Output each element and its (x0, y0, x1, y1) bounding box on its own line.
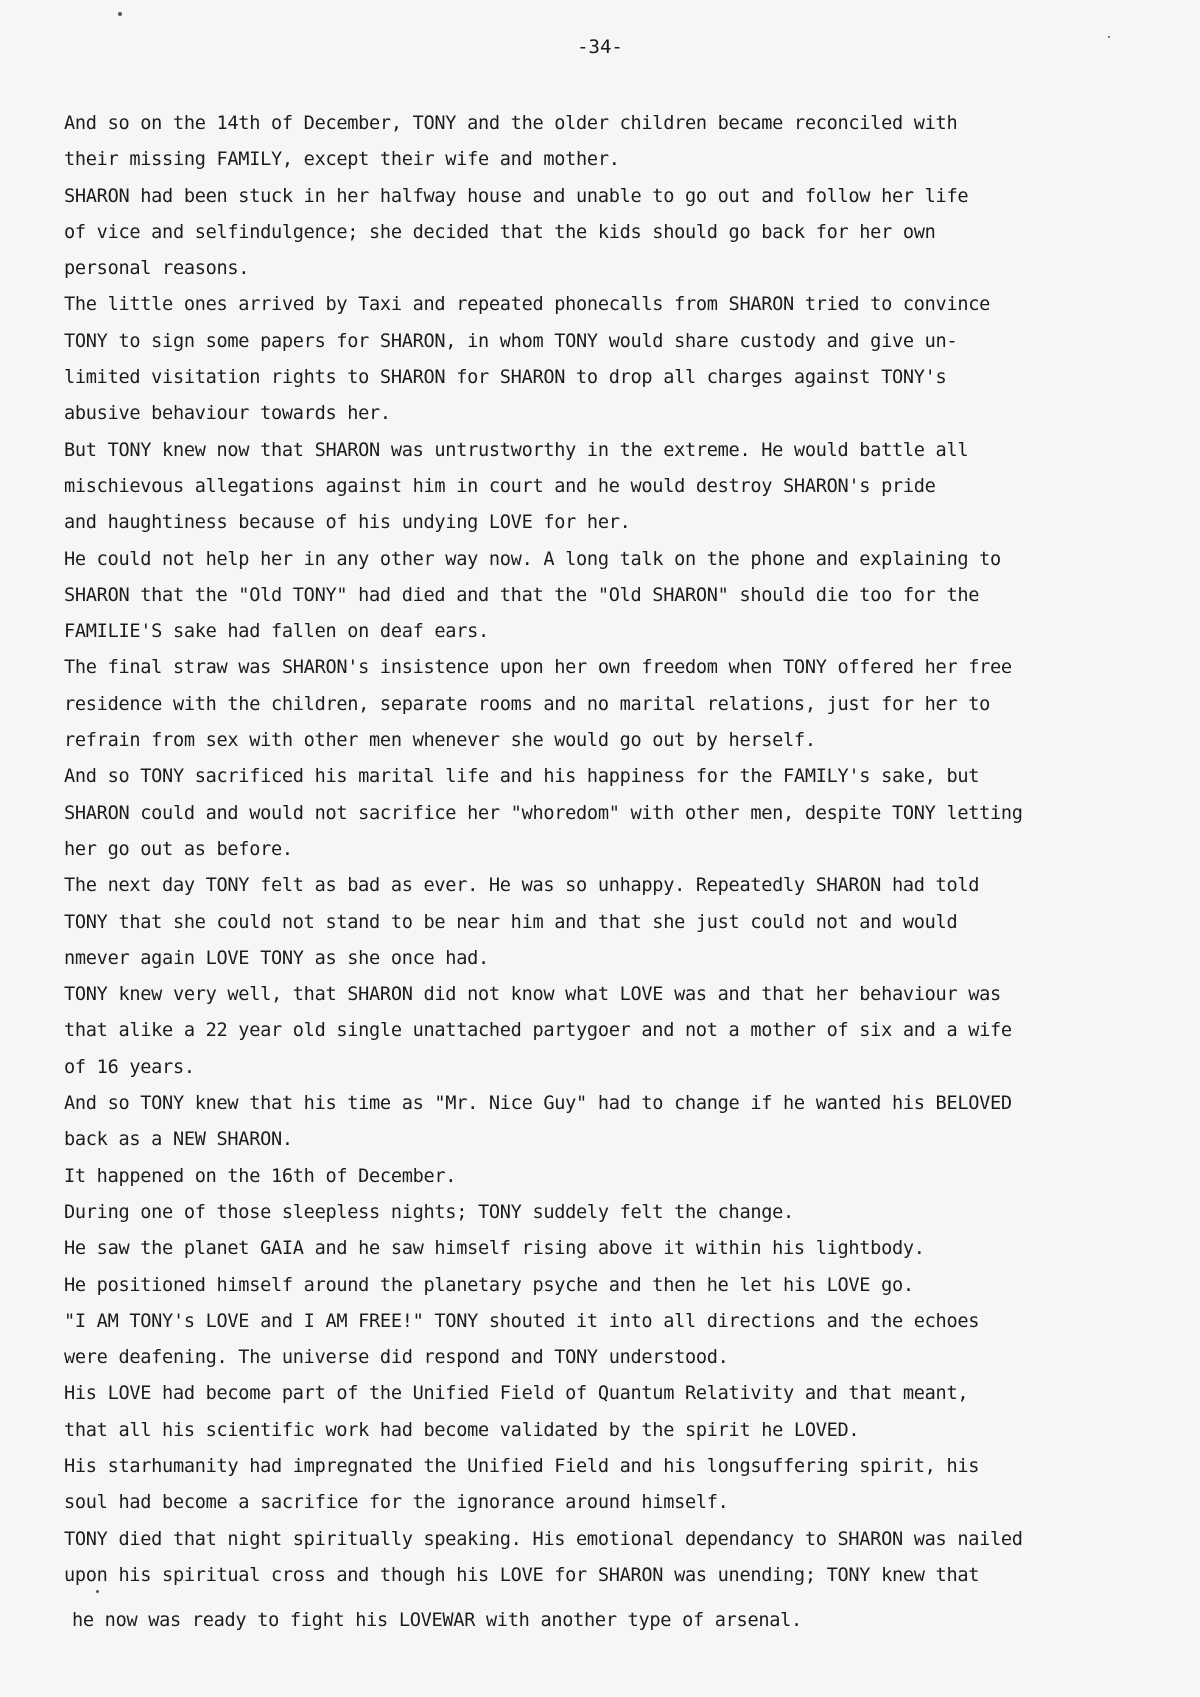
text-line: The little ones arrived by Taxi and repeated phonecalls from SHARON tried to convince (64, 294, 991, 316)
text-line: TONY knew very well, that SHARON did not know what LOVE was and that her behaviour was (64, 984, 1001, 1006)
body-text (64, 106, 1154, 1639)
text-line: And so TONY knew that his time as "Mr. Nice Guy" had to change if he wanted his BELOVED (64, 1093, 1012, 1115)
text-line: "I AM TONY's LOVE and I AM FREE!" TONY shouted it into all directions and the echoes (64, 1310, 980, 1332)
text-line: he now was ready to fight his LOVEWAR with another type of arsenal. (72, 1610, 802, 1632)
text-line: and haughtiness because of his undying LOVE for her. (64, 512, 631, 534)
text-line: TONY to sign some papers for SHARON, in whom TONY would share custody and give un- (64, 330, 958, 352)
text-line: SHARON had been stuck in her halfway house and unable to go out and follow her life (64, 185, 969, 207)
text-line: His starhumanity had impregnated the Unified Field and his longsuffering spirit, his (64, 1455, 980, 1477)
scan-speck (1108, 36, 1110, 38)
text-line: mischievous allegations against him in court and he would destroy SHARON's pride (64, 475, 936, 497)
text-line: limited visitation rights to SHARON for SHARON to drop all charges against TONY's (64, 367, 947, 389)
text-line: SHARON that the "Old TONY" had died and that the "Old SHARON" should die too for the (64, 584, 980, 606)
text-line: He positioned himself around the planetary psyche and then he let his LOVE go. (64, 1274, 914, 1296)
text-line: that alike a 22 year old single unattached partygoer and not a mother of six and a wife (64, 1020, 1012, 1042)
text-line: soul had become a sacrifice for the ignorance around himself. (64, 1492, 729, 1514)
text-line: were deafening. The universe did respond and TONY understood. (64, 1347, 729, 1369)
text-line: During one of those sleepless nights; TONY suddely felt the change. (64, 1201, 794, 1223)
text-line: personal reasons. (64, 258, 250, 280)
text-line: But TONY knew now that SHARON was untrustworthy in the extreme. He would battle all (64, 439, 969, 461)
text-line: nmever again LOVE TONY as she once had. (64, 947, 489, 969)
text-line: TONY died that night spiritually speaking. His emotional dependancy to SHARON was nailed (64, 1528, 1023, 1550)
text-line: residence with the children, separate rooms and no marital relations, just for her to (64, 693, 991, 715)
text-line: He saw the planet GAIA and he saw himself rising above it within his lightbody. (64, 1238, 925, 1260)
text-line: FAMILIE'S sake had fallen on deaf ears. (64, 621, 489, 643)
text-line: His LOVE had become part of the Unified Field of Quantum Relativity and that meant, (64, 1383, 969, 1405)
text-line: TONY that she could not stand to be near him and that she just could not and would (64, 911, 958, 933)
text-line: their missing FAMILY, except their wife and mother. (64, 149, 620, 171)
text-line: of vice and selfindulgence; she decided that the kids should go back for her own (64, 221, 936, 243)
text-line: And so TONY sacrificed his marital life and his happiness for the FAMILY's sake, but (64, 766, 980, 788)
text-line: SHARON could and would not sacrifice her "whoredom" with other men, despite TONY letting (64, 802, 1023, 824)
text-line: her go out as before. (64, 838, 293, 860)
text-line: He could not help her in any other way now. A long talk on the phone and explaining to (64, 548, 1001, 570)
text-line: It happened on the 16th of December. (64, 1165, 457, 1187)
text-line: The next day TONY felt as bad as ever. He was so unhappy. Repeatedly SHARON had told (64, 875, 980, 897)
text-line: refrain from sex with other men whenever she would go out by herself. (64, 730, 816, 752)
text-line: back as a NEW SHARON. (64, 1129, 293, 1151)
text-line: The final straw was SHARON's insistence upon her own freedom when TONY offered her free (64, 657, 1012, 679)
text-line: that all his scientific work had become validated by the spirit he LOVED. (64, 1419, 860, 1441)
text-line: upon his spiritual cross and though his LOVE for SHARON was unending; TONY knew that (64, 1564, 980, 1586)
text-line: And so on the 14th of December, TONY and the older children became reconciled with (64, 113, 958, 134)
scan-speck (118, 12, 122, 16)
scan-speck (96, 1590, 99, 1593)
text-line: of 16 years. (64, 1056, 195, 1078)
page-number: -34- (577, 36, 623, 58)
text-line: abusive behaviour towards her. (64, 403, 391, 425)
